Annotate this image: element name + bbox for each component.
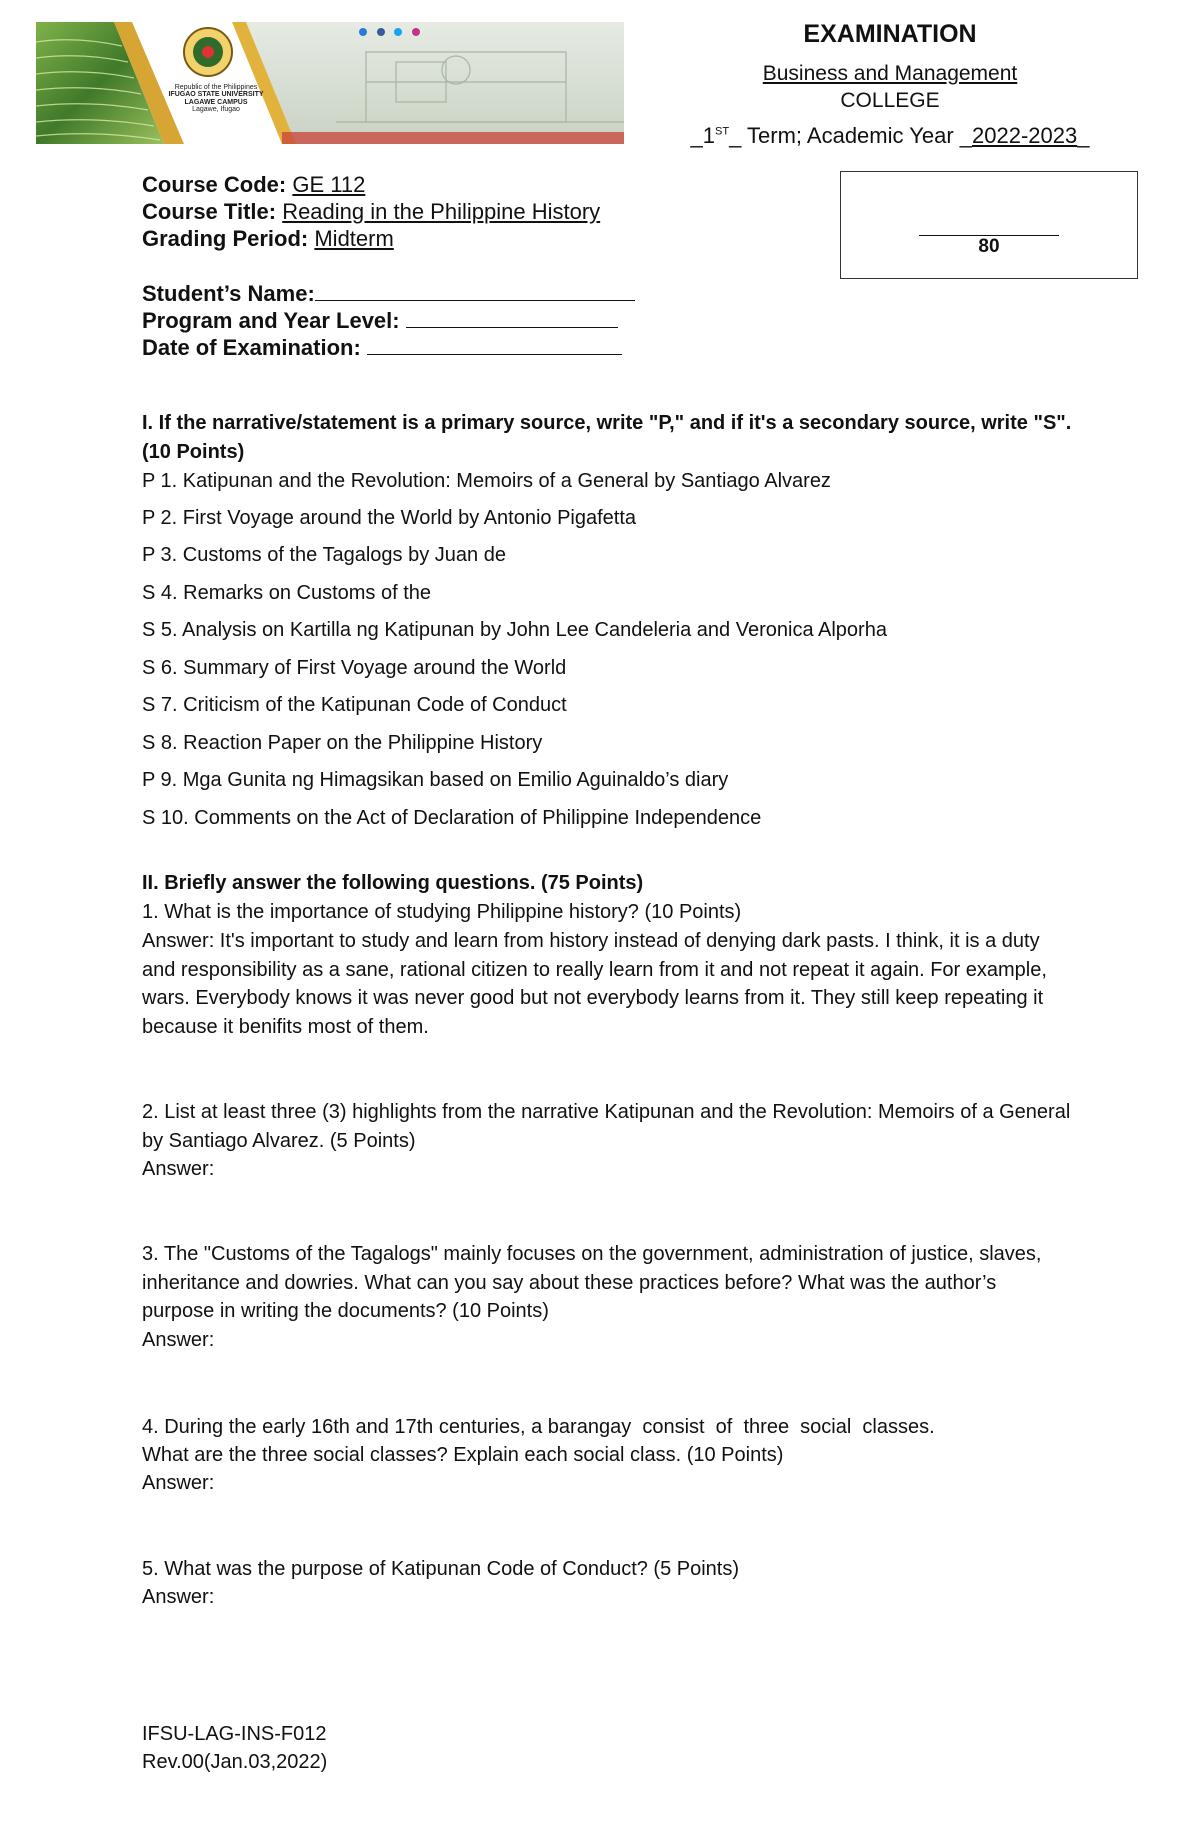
- exam-date-row: [142, 334, 622, 361]
- web-icon: [359, 28, 369, 36]
- course-code-label: Course Code:: [142, 172, 293, 197]
- facebook-icon: [377, 28, 387, 36]
- part1-item: S 8. Reaction Paper on the Philippine History: [142, 732, 543, 754]
- score-box: [840, 171, 1138, 279]
- part1-item: S 10. Comments on the Act of Declaration of Philippine Independence: [142, 807, 762, 829]
- student-name-blank: [315, 280, 635, 301]
- answer-2: Answer:: [142, 1158, 215, 1180]
- question-5: 5. What was the purpose of Katipunan Code of Conduct? (5 Points): [142, 1558, 740, 1580]
- part1-item: P 3. Customs of the Tagalogs by Juan de: [142, 544, 506, 566]
- twitter-icon: [394, 28, 404, 36]
- term-suffix: _: [1077, 123, 1090, 148]
- part1-item: S 4. Remarks on Customs of the: [142, 582, 432, 604]
- question-4-continued: What are the three social classes? Explain each social class. (10 Points): [142, 1444, 784, 1466]
- term-middle: _ Term; Academic Year _: [729, 123, 973, 148]
- program-year-blank: [406, 307, 618, 328]
- course-code-row: [142, 171, 365, 198]
- campus-name: LAGAWE CAMPUS: [184, 98, 248, 106]
- college-label: COLLEGE: [840, 89, 940, 112]
- revision-note: Rev.00(Jan.03,2022): [142, 1751, 328, 1773]
- department-name: Business and Management: [762, 62, 1018, 85]
- score-total: 80: [978, 236, 1000, 257]
- form-code: IFSU-LAG-INS-F012: [142, 1723, 327, 1745]
- course-title-label: Course Title:: [142, 199, 283, 224]
- republic-line: Republic of the Philippines: [174, 84, 258, 91]
- grading-period: Midterm: [314, 226, 394, 251]
- exam-date-blank: [367, 334, 622, 355]
- answer-3: Answer:: [142, 1329, 215, 1351]
- part1-item: S 5. Analysis on Kartilla ng Katipunan by John Lee Candeleria and Veronica Alporha: [142, 619, 887, 641]
- university-seal-icon: [184, 28, 232, 76]
- term-number: 1: [702, 123, 715, 148]
- exam-title: EXAMINATION: [803, 20, 977, 48]
- part1-instruction: I. If the narrative/statement is a primary source, write "P," and if it's a secondary source, write "S". (10 Points): [142, 412, 1072, 463]
- university-name: IFUGAO STATE UNIVERSITY: [168, 91, 264, 99]
- answer-4: Answer:: [142, 1472, 215, 1494]
- student-name-label: Student’s Name:: [142, 281, 315, 306]
- course-title-row: [142, 198, 600, 225]
- grading-period-label: Grading Period:: [142, 226, 315, 251]
- program-year-row: [142, 307, 618, 334]
- part1-item: P 2. First Voyage around the World by Antonio Pigafetta: [142, 507, 637, 529]
- university-name-block: [156, 84, 276, 113]
- term-prefix: _: [690, 123, 703, 148]
- question-3: 3. The "Customs of the Tagalogs" mainly focuses on the government, administration of justice, slaves, inheritance and dowries. What can you say about these practices before? What was the author’s purpose in writing the documents? (10 Points): [142, 1243, 1042, 1322]
- question-1: 1. What is the importance of studying Philippine history? (10 Points): [142, 901, 742, 923]
- answer-5: Answer:: [142, 1586, 215, 1608]
- term-superscript: ST: [715, 125, 730, 138]
- student-name-row: [142, 280, 635, 307]
- exam-date-label: Date of Examination:: [142, 335, 367, 360]
- course-code: GE 112: [292, 172, 366, 197]
- program-year-label: Program and Year Level:: [142, 308, 406, 333]
- course-title: Reading in the Philippine History: [282, 199, 601, 224]
- academic-year: 2022-2023: [972, 123, 1078, 148]
- instagram-icon: [412, 28, 422, 36]
- part2-instruction: II. Briefly answer the following questions. (75 Points): [142, 872, 644, 894]
- part1-item: S 6. Summary of First Voyage around the World: [142, 657, 567, 679]
- grading-period-row: [142, 225, 394, 252]
- social-links-strip: [359, 28, 624, 42]
- part1-item: P 1. Katipunan and the Revolution: Memoirs of a General by Santiago Alvarez: [142, 470, 831, 492]
- term-line: [660, 123, 1120, 149]
- question-2: 2. List at least three (3) highlights from the narrative Katipunan and the Revolution: Memoirs of a General by Santiago Alvarez. (5 Points): [142, 1101, 1071, 1152]
- part1-item: P 9. Mga Gunita ng Himagsikan based on Emilio Aguinaldo’s diary: [142, 769, 729, 791]
- university-banner: [36, 22, 624, 144]
- campus-address: Lagawe, Ifugao: [192, 106, 240, 114]
- question-4: 4. During the early 16th and 17th centuries, a barangay consist of three social classes.: [142, 1416, 935, 1438]
- part1-item: S 7. Criticism of the Katipunan Code of Conduct: [142, 694, 567, 716]
- answer-1: Answer: It's important to study and learn from history instead of denying dark pasts. I think, it is a duty and responsibility as a sane, rational citizen to really learn from it and not repeat it again. For example, wars. Everybody knows it was never good but not everybody learns from it. They still keep repeating it because it benifits most of them.: [142, 930, 1047, 1038]
